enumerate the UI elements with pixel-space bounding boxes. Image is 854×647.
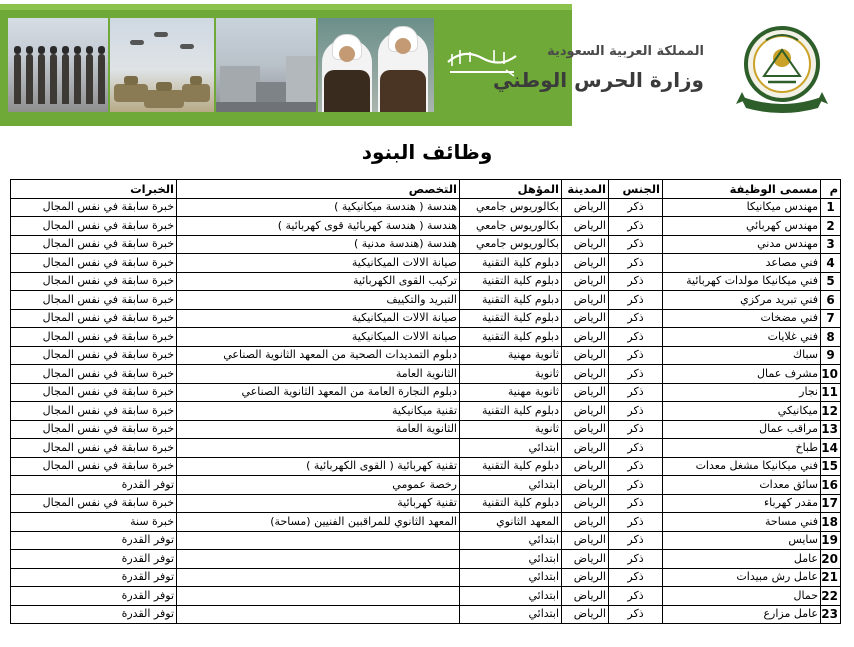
cell-experience: خبرة سنة (11, 513, 177, 532)
table-row (11, 272, 841, 291)
cell-qualification: ثانوية مهنية (460, 346, 562, 365)
cell-qualification: ابتدائي (460, 439, 562, 458)
cell-specialization: تقنية ميكانيكية (177, 402, 460, 421)
table-row (11, 494, 841, 513)
col-header-gender: الجنس (609, 180, 663, 199)
jobs-table-body (11, 198, 841, 624)
header-banner (0, 0, 854, 130)
cell-experience: خبرة سابقة في نفس المجال (11, 420, 177, 439)
cell-qualification: دبلوم كلية التقنية (460, 272, 562, 291)
cell-qualification: دبلوم كلية التقنية (460, 291, 562, 310)
table-row (11, 365, 841, 384)
table-row (11, 439, 841, 458)
cell-gender: ذكر (609, 383, 663, 402)
cell-job-title: مهندس مدني (663, 235, 821, 254)
cell-gender: ذكر (609, 476, 663, 495)
cell-index: 19 (821, 531, 841, 550)
cell-gender: ذكر (609, 309, 663, 328)
cell-gender: ذكر (609, 605, 663, 624)
cell-specialization: صيانة الالات الميكانيكية (177, 309, 460, 328)
col-header-qualification: المؤهل (460, 180, 562, 199)
cell-specialization: هندسة ( هندسة كهربائية قوى كهربائية ) (177, 217, 460, 236)
cell-specialization: المعهد الثانوي للمراقبين الفنيين (مساحة) (177, 513, 460, 532)
cell-index: 16 (821, 476, 841, 495)
cell-city: الرياض (562, 513, 609, 532)
cell-specialization (177, 568, 460, 587)
table-row (11, 402, 841, 421)
table-row (11, 587, 841, 606)
cell-qualification: دبلوم كلية التقنية (460, 494, 562, 513)
cell-city: الرياض (562, 235, 609, 254)
cell-specialization (177, 531, 460, 550)
cell-specialization: تقنية كهربائية ( القوى الكهربائية ) (177, 457, 460, 476)
cell-job-title: سايس (663, 531, 821, 550)
cell-qualification: دبلوم كلية التقنية (460, 328, 562, 347)
cell-gender: ذكر (609, 420, 663, 439)
cell-gender: ذكر (609, 550, 663, 569)
cell-specialization (177, 439, 460, 458)
jobs-table-container (11, 179, 841, 624)
cell-gender: ذكر (609, 198, 663, 217)
col-header-index: م (821, 180, 841, 199)
cell-index: 22 (821, 587, 841, 606)
cell-city: الرياض (562, 476, 609, 495)
cell-gender: ذكر (609, 365, 663, 384)
cell-experience: خبرة سابقة في نفس المجال (11, 346, 177, 365)
leaders-photo (318, 18, 434, 112)
table-row (11, 605, 841, 624)
cell-specialization: هندسة ( هندسة ميكانيكية ) (177, 198, 460, 217)
cell-city: الرياض (562, 198, 609, 217)
cell-qualification: دبلوم كلية التقنية (460, 254, 562, 273)
cell-job-title: مشرف عمال (663, 365, 821, 384)
cell-experience: توفر القدرة (11, 476, 177, 495)
cell-experience: خبرة سابقة في نفس المجال (11, 272, 177, 291)
cell-city: الرياض (562, 439, 609, 458)
cell-specialization: تركيب القوى الكهربائية (177, 272, 460, 291)
cell-index: 10 (821, 365, 841, 384)
cell-experience: خبرة سابقة في نفس المجال (11, 309, 177, 328)
table-row (11, 291, 841, 310)
headquarters-photo (216, 18, 316, 112)
cell-index: 7 (821, 309, 841, 328)
military-vehicles-photo (110, 18, 214, 112)
cell-specialization: صيانة الالات الميكانيكية (177, 254, 460, 273)
col-header-job-title: مسمى الوظيفة (663, 180, 821, 199)
cell-city: الرياض (562, 291, 609, 310)
cell-specialization: دبلوم النجارة العامة من المعهد الثانوية الصناعي (177, 383, 460, 402)
cell-city: الرياض (562, 531, 609, 550)
cell-experience: توفر القدرة (11, 531, 177, 550)
cell-specialization: الثانوية العامة (177, 420, 460, 439)
table-row (11, 217, 841, 236)
table-row (11, 513, 841, 532)
cell-index: 4 (821, 254, 841, 273)
cell-index: 5 (821, 272, 841, 291)
cell-experience: خبرة سابقة في نفس المجال (11, 328, 177, 347)
cell-experience: خبرة سابقة في نفس المجال (11, 365, 177, 384)
cell-experience: توفر القدرة (11, 605, 177, 624)
table-row (11, 254, 841, 273)
cell-city: الرياض (562, 346, 609, 365)
cell-job-title: مراقب عمال (663, 420, 821, 439)
cell-qualification: ابتدائي (460, 531, 562, 550)
cell-specialization (177, 550, 460, 569)
table-row (11, 420, 841, 439)
cell-city: الرياض (562, 272, 609, 291)
cell-qualification: ابتدائي (460, 605, 562, 624)
cell-experience: خبرة سابقة في نفس المجال (11, 457, 177, 476)
cell-experience: خبرة سابقة في نفس المجال (11, 402, 177, 421)
cell-city: الرياض (562, 494, 609, 513)
cell-job-title: فني مصاعد (663, 254, 821, 273)
table-row (11, 328, 841, 347)
col-header-city: المدينة (562, 180, 609, 199)
cell-index: 21 (821, 568, 841, 587)
cell-qualification: المعهد الثانوي (460, 513, 562, 532)
cell-job-title: مهندس ميكانيكا (663, 198, 821, 217)
table-row (11, 550, 841, 569)
table-row (11, 346, 841, 365)
cell-qualification: دبلوم كلية التقنية (460, 457, 562, 476)
cell-job-title: مهندس كهربائي (663, 217, 821, 236)
cell-index: 8 (821, 328, 841, 347)
cell-gender: ذكر (609, 235, 663, 254)
soldiers-photo (8, 18, 108, 112)
cell-qualification: دبلوم كلية التقنية (460, 309, 562, 328)
cell-city: الرياض (562, 365, 609, 384)
cell-specialization: الثانوية العامة (177, 365, 460, 384)
cell-city: الرياض (562, 402, 609, 421)
cell-qualification: دبلوم كلية التقنية (460, 402, 562, 421)
cell-qualification: ابتدائي (460, 476, 562, 495)
cell-index: 23 (821, 605, 841, 624)
table-row (11, 568, 841, 587)
cell-job-title: حمال (663, 587, 821, 606)
cell-job-title: فني مساحة (663, 513, 821, 532)
cell-job-title: مقدر كهرباء (663, 494, 821, 513)
cell-city: الرياض (562, 328, 609, 347)
cell-experience: خبرة سابقة في نفس المجال (11, 439, 177, 458)
cell-job-title: عامل (663, 550, 821, 569)
cell-job-title: فني تبريد مركزي (663, 291, 821, 310)
cell-index: 18 (821, 513, 841, 532)
cell-specialization: صيانة الالات الميكانيكية (177, 328, 460, 347)
cell-qualification: ثانوية مهنية (460, 383, 562, 402)
cell-experience: خبرة سابقة في نفس المجال (11, 494, 177, 513)
cell-index: 12 (821, 402, 841, 421)
cell-city: الرياض (562, 457, 609, 476)
banner-green-strip (0, 4, 572, 126)
cell-index: 9 (821, 346, 841, 365)
cell-qualification: ثانوية (460, 365, 562, 384)
table-row (11, 198, 841, 217)
cell-qualification: ثانوية (460, 420, 562, 439)
cell-specialization (177, 587, 460, 606)
table-row (11, 383, 841, 402)
cell-job-title: عامل رش مبيدات (663, 568, 821, 587)
cell-qualification: بكالوريوس جامعي (460, 198, 562, 217)
table-row (11, 309, 841, 328)
cell-job-title: عامل مزارع (663, 605, 821, 624)
kingdom-title: المملكة العربية السعودية (547, 44, 704, 59)
cell-index: 6 (821, 291, 841, 310)
cell-city: الرياض (562, 550, 609, 569)
cell-specialization: تقنية كهربائية (177, 494, 460, 513)
table-row (11, 235, 841, 254)
cell-job-title: فني غلايات (663, 328, 821, 347)
cell-experience: خبرة سابقة في نفس المجال (11, 217, 177, 236)
cell-qualification: بكالوريوس جامعي (460, 235, 562, 254)
cell-index: 17 (821, 494, 841, 513)
col-header-specialization: التخصص (177, 180, 460, 199)
cell-job-title: فني مضخات (663, 309, 821, 328)
cell-job-title: فني ميكانيكا مولدات كهربائية (663, 272, 821, 291)
cell-index: 20 (821, 550, 841, 569)
cell-gender: ذكر (609, 291, 663, 310)
cell-job-title: ميكانيكي (663, 402, 821, 421)
cell-qualification: بكالوريوس جامعي (460, 217, 562, 236)
cell-job-title: فني ميكانيكا مشغل معدات (663, 457, 821, 476)
cell-specialization (177, 605, 460, 624)
cell-index: 2 (821, 217, 841, 236)
cell-gender: ذكر (609, 513, 663, 532)
cell-city: الرياض (562, 420, 609, 439)
cell-city: الرياض (562, 217, 609, 236)
cell-index: 3 (821, 235, 841, 254)
cell-gender: ذكر (609, 494, 663, 513)
cell-city: الرياض (562, 568, 609, 587)
cell-city: الرياض (562, 383, 609, 402)
cell-gender: ذكر (609, 217, 663, 236)
national-guard-emblem-icon (732, 20, 832, 116)
table-row (11, 476, 841, 495)
col-header-experience: الخبرات (11, 180, 177, 199)
cell-experience: خبرة سابقة في نفس المجال (11, 198, 177, 217)
cell-gender: ذكر (609, 328, 663, 347)
cell-city: الرياض (562, 309, 609, 328)
jobs-table (10, 179, 841, 624)
cell-specialization: هندسة (هندسة مدنية ) (177, 235, 460, 254)
cell-job-title: نجار (663, 383, 821, 402)
cell-experience: توفر القدرة (11, 587, 177, 606)
table-row (11, 531, 841, 550)
cell-gender: ذكر (609, 587, 663, 606)
cell-experience: خبرة سابقة في نفس المجال (11, 235, 177, 254)
cell-gender: ذكر (609, 568, 663, 587)
cell-city: الرياض (562, 605, 609, 624)
cell-index: 11 (821, 383, 841, 402)
cell-specialization: التبريد والتكييف (177, 291, 460, 310)
cell-index: 14 (821, 439, 841, 458)
cell-specialization: رخصة عمومي (177, 476, 460, 495)
cell-gender: ذكر (609, 402, 663, 421)
cell-experience: خبرة سابقة في نفس المجال (11, 291, 177, 310)
table-header-row (11, 180, 841, 199)
cell-gender: ذكر (609, 457, 663, 476)
cell-city: الرياض (562, 587, 609, 606)
cell-experience: توفر القدرة (11, 550, 177, 569)
cell-qualification: ابتدائي (460, 568, 562, 587)
cell-index: 1 (821, 198, 841, 217)
table-row (11, 457, 841, 476)
ministry-title: وزارة الحرس الوطني (492, 68, 704, 92)
cell-qualification: ابتدائي (460, 587, 562, 606)
cell-experience: خبرة سابقة في نفس المجال (11, 383, 177, 402)
page-title: وظائف البنود (361, 140, 493, 164)
cell-gender: ذكر (609, 531, 663, 550)
cell-city: الرياض (562, 254, 609, 273)
cell-index: 13 (821, 420, 841, 439)
cell-gender: ذكر (609, 254, 663, 273)
cell-qualification: ابتدائي (460, 550, 562, 569)
cell-index: 15 (821, 457, 841, 476)
cell-job-title: سباك (663, 346, 821, 365)
cell-gender: ذكر (609, 439, 663, 458)
cell-specialization: دبلوم التمديدات الصحية من المعهد الثانوية الصناعي (177, 346, 460, 365)
cell-gender: ذكر (609, 272, 663, 291)
cell-experience: خبرة سابقة في نفس المجال (11, 254, 177, 273)
cell-job-title: طباخ (663, 439, 821, 458)
cell-gender: ذكر (609, 346, 663, 365)
cell-job-title: سائق معدات (663, 476, 821, 495)
cell-experience: توفر القدرة (11, 568, 177, 587)
